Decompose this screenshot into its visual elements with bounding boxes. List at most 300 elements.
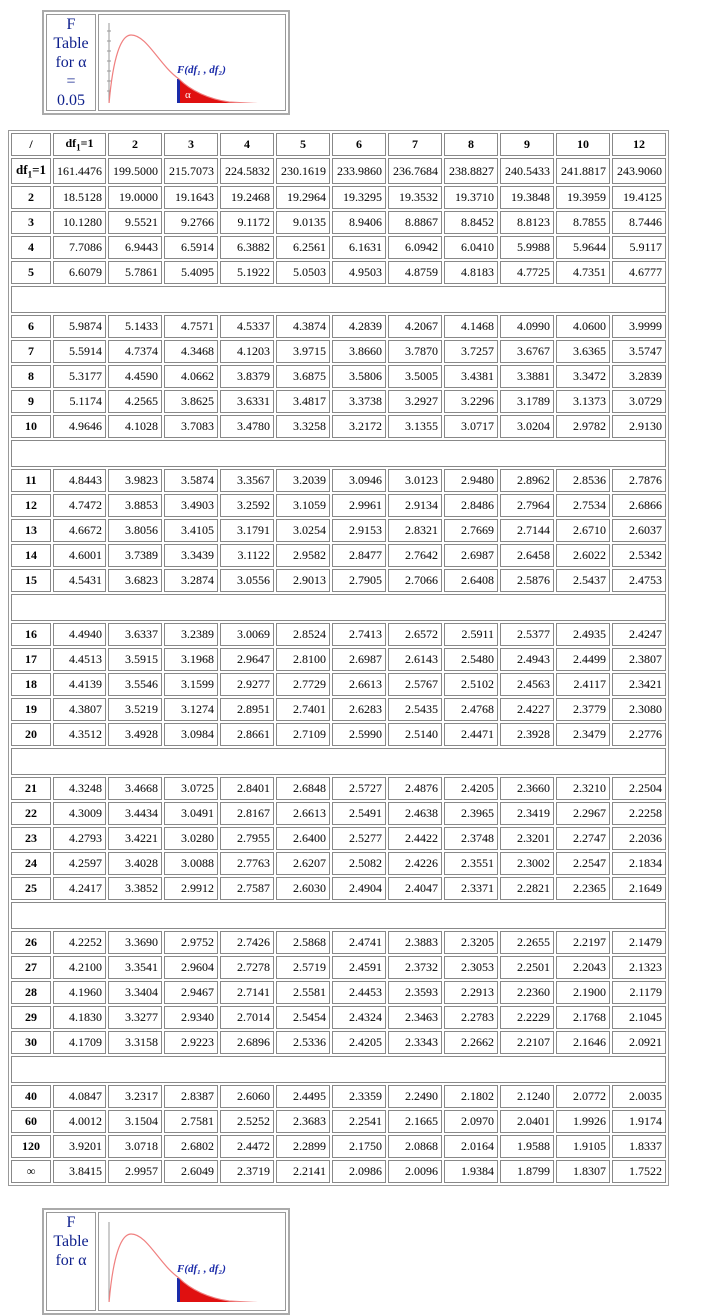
value-cell: 2.4591 — [332, 956, 386, 979]
value-cell: 4.2597 — [53, 852, 106, 875]
row-header: 30 — [11, 1031, 51, 1054]
value-cell: 3.2927 — [388, 390, 442, 413]
value-cell: 10.1280 — [53, 211, 106, 234]
value-cell: 1.9105 — [556, 1135, 610, 1158]
title-line: Table — [53, 1233, 89, 1250]
table-row — [11, 1135, 666, 1158]
row-header: $df_1=1$ — [11, 158, 51, 184]
value-cell: 4.8759 — [388, 261, 442, 284]
value-cell: 2.5719 — [276, 956, 330, 979]
value-cell: 3.5874 — [164, 469, 218, 492]
header-title — [46, 14, 96, 111]
column-header-sub: 1 — [76, 142, 81, 153]
value-cell: 4.2252 — [53, 931, 106, 954]
f-distribution-graph — [98, 14, 286, 111]
value-cell: 3.3439 — [164, 544, 218, 567]
table-row — [11, 723, 666, 746]
value-cell: 3.6823 — [108, 569, 162, 592]
value-cell: 2.0772 — [556, 1085, 610, 1108]
table-row — [11, 236, 666, 259]
value-cell: 2.0986 — [332, 1160, 386, 1183]
table-row — [11, 494, 666, 517]
row-header: 23 — [11, 827, 51, 850]
value-cell: 4.2793 — [53, 827, 106, 850]
value-cell: 6.6079 — [53, 261, 106, 284]
value-cell: 2.9467 — [164, 981, 218, 1004]
value-cell: 3.2874 — [164, 569, 218, 592]
f-table — [8, 130, 669, 1186]
value-cell: 2.6613 — [332, 673, 386, 696]
value-cell: 2.2043 — [556, 956, 610, 979]
value-cell: 3.9823 — [108, 469, 162, 492]
value-cell: 3.6875 — [276, 365, 330, 388]
value-cell: 2.7964 — [500, 494, 554, 517]
table-row — [11, 186, 666, 209]
value-cell: 3.1274 — [164, 698, 218, 721]
row-header-sub: 1 — [27, 169, 33, 180]
value-cell: 4.6672 — [53, 519, 106, 542]
value-cell: 2.8962 — [500, 469, 554, 492]
value-cell: 19.2468 — [220, 186, 274, 209]
title-line: F — [66, 1214, 76, 1231]
value-cell: 19.3532 — [388, 186, 442, 209]
value-cell: 5.3177 — [53, 365, 106, 388]
value-cell: 3.1789 — [500, 390, 554, 413]
value-cell: 1.9174 — [612, 1110, 666, 1133]
value-cell: 2.5581 — [276, 981, 330, 1004]
value-cell: 5.1922 — [220, 261, 274, 284]
value-cell: 2.4205 — [332, 1031, 386, 1054]
value-cell: 4.4590 — [108, 365, 162, 388]
value-cell: 3.1791 — [220, 519, 274, 542]
value-cell: 2.5140 — [388, 723, 442, 746]
value-cell: 4.7374 — [108, 340, 162, 363]
value-cell: 4.1709 — [53, 1031, 106, 1054]
value-cell: 6.0410 — [444, 236, 498, 259]
value-cell: 2.2504 — [612, 777, 666, 800]
table-row — [11, 1031, 666, 1054]
value-cell: 6.3882 — [220, 236, 274, 259]
table-row — [11, 469, 666, 492]
corner-cell: / — [11, 133, 51, 156]
value-cell: 1.7522 — [612, 1160, 666, 1183]
row-header: 18 — [11, 673, 51, 696]
value-cell: 4.4513 — [53, 648, 106, 671]
row-header: 9 — [11, 390, 51, 413]
value-cell: 4.0847 — [53, 1085, 106, 1108]
value-cell: 3.3690 — [108, 931, 162, 954]
value-cell: 19.3710 — [444, 186, 498, 209]
value-cell: 2.7905 — [332, 569, 386, 592]
column-header: 9 — [500, 133, 554, 156]
value-cell: 2.6848 — [276, 777, 330, 800]
value-cell: 2.5911 — [444, 623, 498, 646]
value-cell: 3.2389 — [164, 623, 218, 646]
value-cell: 1.9384 — [444, 1160, 498, 1183]
value-cell: 1.9588 — [500, 1135, 554, 1158]
value-cell: 2.2258 — [612, 802, 666, 825]
group-separator-cell — [11, 286, 666, 313]
value-cell: 2.2501 — [500, 956, 554, 979]
value-cell: 2.5102 — [444, 673, 498, 696]
value-cell: 2.3660 — [500, 777, 554, 800]
value-cell: 3.2839 — [612, 365, 666, 388]
value-cell: 2.2541 — [332, 1110, 386, 1133]
table-row — [11, 1160, 666, 1183]
value-cell: 2.1802 — [444, 1085, 498, 1108]
table-row — [11, 415, 666, 438]
title-line: for α — [55, 1252, 87, 1269]
value-cell: 2.4205 — [444, 777, 498, 800]
value-cell: 3.7083 — [164, 415, 218, 438]
value-cell: 3.0946 — [332, 469, 386, 492]
value-cell: 4.8183 — [444, 261, 498, 284]
value-cell: 2.5435 — [388, 698, 442, 721]
value-cell: 2.8321 — [388, 519, 442, 542]
value-cell: 2.8477 — [332, 544, 386, 567]
value-cell: 2.3965 — [444, 802, 498, 825]
table-row — [11, 261, 666, 284]
value-cell: 3.4028 — [108, 852, 162, 875]
value-cell: 2.6408 — [444, 569, 498, 592]
value-cell: 3.5915 — [108, 648, 162, 671]
value-cell: 8.7855 — [556, 211, 610, 234]
value-cell: 3.1504 — [108, 1110, 162, 1133]
table-row — [11, 569, 666, 592]
value-cell: 9.5521 — [108, 211, 162, 234]
value-cell: 241.8817 — [556, 158, 610, 184]
value-cell: 4.2565 — [108, 390, 162, 413]
value-cell: 2.2036 — [612, 827, 666, 850]
value-cell: 2.8167 — [220, 802, 274, 825]
value-cell: 2.3748 — [444, 827, 498, 850]
value-cell: 3.1059 — [276, 494, 330, 517]
value-cell: 3.3277 — [108, 1006, 162, 1029]
value-cell: 3.1122 — [220, 544, 274, 567]
value-cell: 3.4381 — [444, 365, 498, 388]
table-row — [11, 981, 666, 1004]
value-cell: 2.2967 — [556, 802, 610, 825]
value-cell: 2.5876 — [500, 569, 554, 592]
value-cell: 2.6710 — [556, 519, 610, 542]
value-cell: 8.9406 — [332, 211, 386, 234]
value-cell: 2.9013 — [276, 569, 330, 592]
value-cell: 4.0600 — [556, 315, 610, 338]
value-cell: 3.4928 — [108, 723, 162, 746]
value-cell: 2.7534 — [556, 494, 610, 517]
value-cell: 2.1646 — [556, 1031, 610, 1054]
value-cell: 2.6037 — [612, 519, 666, 542]
value-cell: 3.3258 — [276, 415, 330, 438]
value-cell: 2.3419 — [500, 802, 554, 825]
value-cell: 2.3002 — [500, 852, 554, 875]
column-header: 6 — [332, 133, 386, 156]
value-cell: 3.3472 — [556, 365, 610, 388]
table-row — [11, 1006, 666, 1029]
group-separator-cell — [11, 594, 666, 621]
value-cell: 2.9582 — [276, 544, 330, 567]
value-cell: 2.0401 — [500, 1110, 554, 1133]
value-cell: 5.7861 — [108, 261, 162, 284]
value-cell: 2.3371 — [444, 877, 498, 900]
value-cell: 3.1373 — [556, 390, 610, 413]
title-line: = — [66, 73, 76, 90]
value-cell: 2.5480 — [444, 648, 498, 671]
title-line: 0.05 — [57, 92, 85, 109]
value-cell: 4.7571 — [164, 315, 218, 338]
value-cell: 3.6767 — [500, 340, 554, 363]
value-cell: 233.9860 — [332, 158, 386, 184]
value-cell: 1.8337 — [612, 1135, 666, 1158]
value-cell: 3.0123 — [388, 469, 442, 492]
value-cell: 2.7141 — [220, 981, 274, 1004]
value-cell: 2.7669 — [444, 519, 498, 542]
value-cell: 4.1203 — [220, 340, 274, 363]
value-cell: 2.2655 — [500, 931, 554, 954]
value-cell: 2.3210 — [556, 777, 610, 800]
column-header — [53, 133, 106, 156]
row-header: 26 — [11, 931, 51, 954]
value-cell: 3.8379 — [220, 365, 274, 388]
value-cell: 2.4753 — [612, 569, 666, 592]
value-cell: 2.7763 — [220, 852, 274, 875]
value-cell: 4.1830 — [53, 1006, 106, 1029]
value-cell: 2.2197 — [556, 931, 610, 954]
value-cell: 2.8387 — [164, 1085, 218, 1108]
value-cell: 5.4095 — [164, 261, 218, 284]
value-cell: 3.0556 — [220, 569, 274, 592]
value-cell: 3.8056 — [108, 519, 162, 542]
row-header: 4 — [11, 236, 51, 259]
value-cell: 2.1240 — [500, 1085, 554, 1108]
value-cell: 2.4741 — [332, 931, 386, 954]
value-cell: 3.1599 — [164, 673, 218, 696]
value-cell: 2.4471 — [444, 723, 498, 746]
value-cell: 2.6207 — [276, 852, 330, 875]
row-header: 13 — [11, 519, 51, 542]
value-cell: 2.4453 — [332, 981, 386, 1004]
row-header: 20 — [11, 723, 51, 746]
row-header: 15 — [11, 569, 51, 592]
value-cell: 2.5990 — [332, 723, 386, 746]
table-row — [11, 340, 666, 363]
row-header: 22 — [11, 802, 51, 825]
column-header: 12 — [612, 133, 666, 156]
header-title-next — [46, 1212, 96, 1311]
value-cell: 2.5767 — [388, 673, 442, 696]
value-cell: 3.8660 — [332, 340, 386, 363]
value-cell: 5.0503 — [276, 261, 330, 284]
value-cell: 2.4226 — [388, 852, 442, 875]
value-cell: 2.0035 — [612, 1085, 666, 1108]
row-header: 29 — [11, 1006, 51, 1029]
value-cell: 2.2229 — [500, 1006, 554, 1029]
value-cell: 2.2490 — [388, 1085, 442, 1108]
value-cell: 2.0164 — [444, 1135, 498, 1158]
value-cell: 2.8401 — [220, 777, 274, 800]
value-cell: 199.5000 — [108, 158, 162, 184]
alpha-label: α — [185, 89, 191, 101]
value-cell: 3.4105 — [164, 519, 218, 542]
value-cell: 2.4227 — [500, 698, 554, 721]
value-cell: 3.3541 — [108, 956, 162, 979]
value-cell: 2.1750 — [332, 1135, 386, 1158]
group-separator-cell — [11, 748, 666, 775]
row-header: 7 — [11, 340, 51, 363]
row-header: 24 — [11, 852, 51, 875]
value-cell: 2.5342 — [612, 544, 666, 567]
value-cell: 2.4422 — [388, 827, 442, 850]
value-cell: 2.9480 — [444, 469, 498, 492]
value-cell: 2.7642 — [388, 544, 442, 567]
value-cell: 240.5433 — [500, 158, 554, 184]
value-cell: 4.3874 — [276, 315, 330, 338]
value-cell: 236.7684 — [388, 158, 442, 184]
value-cell: 3.1968 — [164, 648, 218, 671]
value-cell: 4.4940 — [53, 623, 106, 646]
value-cell: 2.7401 — [276, 698, 330, 721]
value-cell: 5.9988 — [500, 236, 554, 259]
value-cell: 4.9503 — [332, 261, 386, 284]
value-cell: 2.9130 — [612, 415, 666, 438]
value-cell: 2.3463 — [388, 1006, 442, 1029]
group-separator — [11, 1056, 666, 1083]
value-cell: 2.5437 — [556, 569, 610, 592]
column-header: 10 — [556, 133, 610, 156]
value-cell: 2.6866 — [612, 494, 666, 517]
value-cell: 3.5219 — [108, 698, 162, 721]
value-cell: 19.0000 — [108, 186, 162, 209]
value-cell: 2.6572 — [388, 623, 442, 646]
value-cell: 2.2107 — [500, 1031, 554, 1054]
f-distribution-graph-next — [98, 1212, 286, 1311]
value-cell: 2.7278 — [220, 956, 274, 979]
value-cell: 2.9912 — [164, 877, 218, 900]
value-cell: 4.3009 — [53, 802, 106, 825]
value-cell: 2.7587 — [220, 877, 274, 900]
row-header: ∞ — [11, 1160, 51, 1183]
value-cell: 6.2561 — [276, 236, 330, 259]
value-cell: 3.1355 — [388, 415, 442, 438]
value-cell: 3.8853 — [108, 494, 162, 517]
value-cell: 2.7109 — [276, 723, 330, 746]
value-cell: 4.2417 — [53, 877, 106, 900]
value-cell: 2.6143 — [388, 648, 442, 671]
value-cell: 3.7870 — [388, 340, 442, 363]
value-cell: 2.9782 — [556, 415, 610, 438]
column-header: 7 — [388, 133, 442, 156]
value-cell: 3.7389 — [108, 544, 162, 567]
value-cell: 4.2067 — [388, 315, 442, 338]
column-header-label: $df_1=1$ — [65, 136, 94, 153]
group-separator — [11, 594, 666, 621]
value-cell: 2.2821 — [500, 877, 554, 900]
header-row — [11, 133, 666, 156]
value-cell: 3.0204 — [500, 415, 554, 438]
group-separator — [11, 440, 666, 467]
value-cell: 2.4324 — [332, 1006, 386, 1029]
value-cell: 2.1323 — [612, 956, 666, 979]
value-cell: 3.3158 — [108, 1031, 162, 1054]
value-cell: 1.9926 — [556, 1110, 610, 1133]
value-cell: 19.4125 — [612, 186, 666, 209]
value-cell: 3.0280 — [164, 827, 218, 850]
value-cell: 2.6022 — [556, 544, 610, 567]
value-cell: 2.5377 — [500, 623, 554, 646]
value-cell: 2.0970 — [444, 1110, 498, 1133]
value-cell: 2.4472 — [220, 1135, 274, 1158]
value-cell: 3.5546 — [108, 673, 162, 696]
value-cell: 2.6896 — [220, 1031, 274, 1054]
value-cell: 2.5454 — [276, 1006, 330, 1029]
value-cell: 2.1649 — [612, 877, 666, 900]
row-header: 19 — [11, 698, 51, 721]
value-cell: 3.0069 — [220, 623, 274, 646]
value-cell: 2.4117 — [556, 673, 610, 696]
value-cell: 2.5277 — [332, 827, 386, 850]
value-cell: 2.3883 — [388, 931, 442, 954]
table-row — [11, 877, 666, 900]
f-table-header-next — [42, 1208, 290, 1315]
value-cell: 2.9604 — [164, 956, 218, 979]
value-cell: 5.9644 — [556, 236, 610, 259]
row-header: 17 — [11, 648, 51, 671]
value-cell: 18.5128 — [53, 186, 106, 209]
value-cell: 4.2100 — [53, 956, 106, 979]
value-cell: 2.9647 — [220, 648, 274, 671]
value-cell: 3.0088 — [164, 852, 218, 875]
row-header: 10 — [11, 415, 51, 438]
group-separator — [11, 902, 666, 929]
value-cell: 2.4047 — [388, 877, 442, 900]
column-header: 2 — [108, 133, 162, 156]
value-cell: 9.0135 — [276, 211, 330, 234]
graph-label-next: F(df₁ , df₂) — [177, 1263, 226, 1275]
value-cell: 4.0662 — [164, 365, 218, 388]
value-cell: 19.2964 — [276, 186, 330, 209]
value-cell: 5.1433 — [108, 315, 162, 338]
value-cell: 3.4817 — [276, 390, 330, 413]
row-header: 25 — [11, 877, 51, 900]
value-cell: 2.3479 — [556, 723, 610, 746]
value-cell: 3.4903 — [164, 494, 218, 517]
value-cell: 2.6613 — [276, 802, 330, 825]
value-cell: 2.1900 — [556, 981, 610, 1004]
value-cell: 5.5914 — [53, 340, 106, 363]
value-cell: 224.5832 — [220, 158, 274, 184]
value-cell: 2.7413 — [332, 623, 386, 646]
value-cell: 4.3248 — [53, 777, 106, 800]
value-cell: 2.2141 — [276, 1160, 330, 1183]
value-cell: 3.0717 — [444, 415, 498, 438]
value-cell: 2.9223 — [164, 1031, 218, 1054]
value-cell: 2.2662 — [444, 1031, 498, 1054]
value-cell: 2.9153 — [332, 519, 386, 542]
value-cell: 238.8827 — [444, 158, 498, 184]
value-cell: 9.1172 — [220, 211, 274, 234]
value-cell: 3.3852 — [108, 877, 162, 900]
value-cell: 2.9957 — [108, 1160, 162, 1183]
row-header: 3 — [11, 211, 51, 234]
table-row — [11, 519, 666, 542]
value-cell: 3.5005 — [388, 365, 442, 388]
table-row — [11, 544, 666, 567]
value-cell: 19.1643 — [164, 186, 218, 209]
value-cell: 3.9715 — [276, 340, 330, 363]
value-cell: 2.3807 — [612, 648, 666, 671]
value-cell: 19.3959 — [556, 186, 610, 209]
value-cell: 2.2747 — [556, 827, 610, 850]
